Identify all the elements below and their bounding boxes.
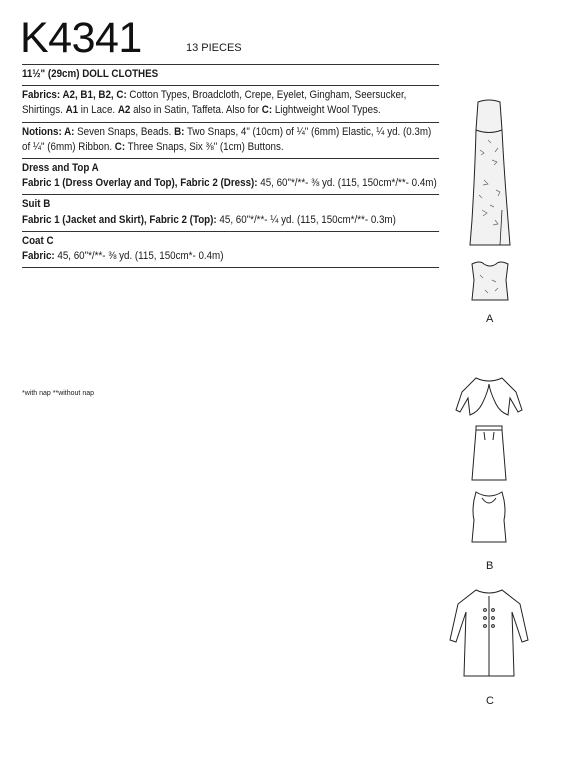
gown-illustration	[470, 100, 510, 245]
pattern-info	[22, 64, 439, 268]
piece-count: 13 PIECES	[186, 42, 242, 54]
jacket-illustration	[456, 378, 522, 415]
view-a-section	[22, 159, 439, 194]
view-fabric-label: Fabric 1 (Jacket and Skirt), Fabric 2 (Top):	[22, 213, 217, 226]
fabrics-types: Cotton Types, Broadcloth, Crepe, Eyelet, Gingham, Seersucker, Shirtings.	[22, 89, 407, 117]
fabrics-c-label: C:	[261, 104, 273, 117]
fabrics-a2-label: A2	[117, 104, 131, 117]
section-title: 11½" (29cm) DOLL CLOTHES	[22, 68, 159, 80]
view-label-a: A	[486, 313, 494, 325]
fabrics-views: A2, B1, B2, C:	[60, 89, 127, 102]
fabrics-label: Fabrics:	[22, 89, 61, 102]
fabrics-a1-label: A1	[65, 104, 79, 117]
coat-illustration	[450, 590, 528, 676]
view-fabric-label: Fabric:	[22, 250, 55, 263]
notions-a-text: Seven Snaps, Beads.	[74, 125, 175, 138]
view-heading: Coat C	[22, 234, 54, 247]
fabrics-c-text: Lightweight Wool Types.	[272, 104, 381, 117]
top-a-illustration	[472, 262, 508, 300]
notions-label: Notions:	[22, 125, 62, 138]
view-fabric-text: 45, 60"*/**- ⅜ yd. (115, 150cm*/**- 0.4m)	[257, 177, 437, 190]
notions-section	[22, 123, 439, 158]
fabrics-a1-text: in Lace.	[78, 104, 118, 117]
fabrics-section	[22, 86, 439, 121]
view-label-c: C	[486, 695, 494, 707]
view-fabric-label: Fabric 1 (Dress Overlay and Top), Fabric 2 (Dress):	[22, 177, 258, 190]
notions-b-text: Two Snaps, 4" (10cm) of ¼" (6mm) Elastic, ¼ yd. (0.3m) of ¼" (6mm) Ribbon.	[22, 125, 432, 153]
garment-illustrations	[440, 80, 540, 730]
view-c-section	[22, 232, 439, 267]
view-b-section	[22, 195, 439, 230]
notions-c-text: Three Snaps, Six ⅜" (1cm) Buttons.	[125, 140, 284, 153]
view-label-b: B	[486, 560, 494, 572]
notions-b-label: B:	[174, 125, 185, 138]
top-b-illustration	[472, 492, 506, 542]
divider	[22, 267, 439, 268]
view-heading: Suit B	[22, 198, 51, 211]
notions-c-label: C:	[114, 140, 126, 153]
pattern-number: K4341	[20, 14, 142, 62]
view-fabric-text: 45, 60"*/**- ⅜ yd. (115, 150cm*- 0.4m)	[54, 250, 224, 263]
view-fabric-text: 45, 60"*/**- ¼ yd. (115, 150cm*/**- 0.3m)	[216, 213, 396, 226]
notions-a-label: A:	[61, 125, 75, 138]
view-heading: Dress and Top A	[22, 162, 99, 175]
skirt-illustration	[472, 426, 506, 480]
nap-footnote: *with nap **without nap	[22, 390, 94, 397]
fabrics-a2-text: also in Satin, Taffeta. Also for	[130, 104, 262, 117]
